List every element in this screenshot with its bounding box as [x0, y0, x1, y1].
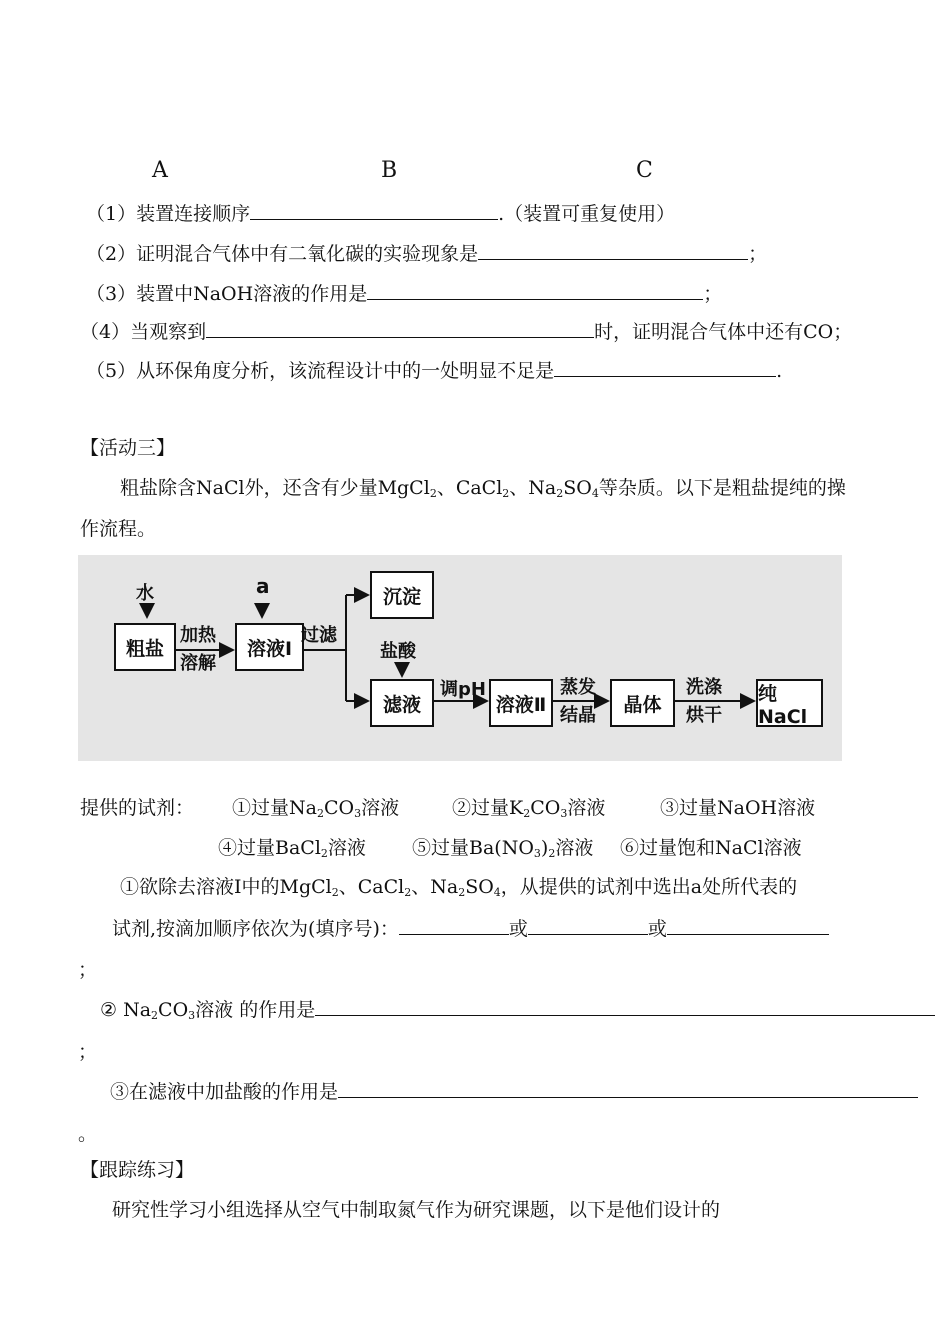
flow-evaporate-label: 蒸发 — [560, 677, 596, 698]
q3-end: 。 — [78, 1123, 98, 1145]
question-3-text: （3）装置中NaOH溶液的作用是 — [86, 283, 368, 305]
answer-blank-3[interactable] — [367, 280, 703, 300]
activity3-intro: 粗盐除含NaCl外，还含有少量MgCl$_2$、CaCl$_2$、$Na_2SO_4$等杂质。以下是粗盐提纯的操 — [120, 477, 846, 500]
q1-line-2: 试剂,按滴加顺序依次为(填序号)： 或 或 — [112, 915, 829, 941]
flowchart — [78, 555, 842, 761]
question-1-text: （1）装置连接顺序 — [86, 203, 251, 225]
reagents-line-1 — [80, 796, 194, 820]
question-2-text: （2）证明混合气体中有二氧化碳的实验现象是 — [86, 243, 479, 265]
reagent-5: ⑤过量$Ba(NO_3)_2$溶液 — [412, 837, 594, 860]
reagent-6: ⑥过量饱和NaCl溶液 — [620, 837, 802, 859]
flow-box-solution1: 溶液Ⅰ — [235, 623, 304, 671]
answer-blank-5[interactable] — [554, 357, 776, 377]
practice-text: 研究性学习小组选择从空气中制取氮气作为研究课题，以下是他们设计的 — [112, 1199, 721, 1221]
reagent-1: ①过量$Na_2CO_3$溶液 — [232, 797, 400, 820]
question-4-suffix: 时，证明混合气体中还有CO； — [594, 321, 853, 343]
question-4 — [80, 318, 852, 344]
flow-water-label: 水 — [136, 583, 154, 604]
q1-answer-blank-2[interactable] — [528, 915, 648, 935]
practice-heading: 【跟踪练习】 — [80, 1159, 195, 1181]
question-3 — [86, 280, 722, 306]
question-5 — [86, 357, 782, 383]
flow-reagent-a-label: a — [256, 574, 270, 598]
flow-adjust-ph-label: 调pH — [440, 679, 486, 700]
question-5-text: （5）从环保角度分析，该流程设计中的一处明显不足是 — [86, 360, 555, 382]
reagent-4: ④过量BaCl$_2$溶液 — [218, 837, 366, 860]
apparatus-label-a: A — [152, 158, 168, 183]
flow-box-solution2: 溶液Ⅱ — [489, 679, 553, 727]
flow-box-pure-nacl: 纯NaCl — [756, 679, 823, 727]
apparatus-label-c: C — [636, 158, 653, 183]
q1-prompt: 试剂,按滴加顺序依次为(填序号)： — [112, 918, 399, 940]
q1-line-1: ①欲除去溶液I中的MgCl$_2$、CaCl$_2$、$Na_2SO_4$，从提供的试剂中选出a处所代表的 — [120, 876, 798, 899]
flow-box-crystal: 晶体 — [610, 679, 675, 727]
flow-box-crude-salt: 粗盐 — [114, 623, 176, 671]
question-1-suffix: .（装置可重复使用） — [498, 203, 676, 225]
question-4-text: （4）当观察到 — [80, 321, 207, 343]
flow-hcl-label: 盐酸 — [380, 641, 416, 662]
q3-answer-blank[interactable] — [338, 1078, 918, 1098]
answer-blank-4[interactable] — [206, 318, 594, 338]
activity3-intro-line2: 作流程。 — [80, 518, 157, 540]
flow-heat-label: 加热 — [180, 625, 216, 646]
q2-end: ； — [78, 1041, 98, 1063]
q1-answer-blank-3[interactable] — [667, 915, 829, 935]
q2-line: ② $Na_2CO_3$溶液 的作用是 — [100, 996, 935, 1022]
flow-wash-label: 洗涤 — [686, 677, 722, 698]
flow-box-filtrate: 滤液 — [370, 679, 434, 727]
q1-answer-blank-1[interactable] — [399, 915, 509, 935]
flow-box-precipitate: 沉淀 — [370, 571, 434, 619]
reagents-label: 提供的试剂： — [80, 797, 195, 819]
answer-blank-2[interactable] — [478, 240, 748, 260]
question-2 — [86, 240, 767, 266]
flow-crystallize-label: 结晶 — [560, 705, 596, 726]
apparatus-label-b: B — [381, 158, 398, 183]
question-3-suffix: ； — [703, 283, 723, 305]
question-2-suffix: ； — [748, 243, 768, 265]
flow-dry-label: 烘干 — [686, 705, 722, 726]
q3-line: ③在滤液中加盐酸的作用是 — [110, 1078, 918, 1104]
activity3-heading: 【活动三】 — [80, 437, 176, 459]
question-5-suffix: . — [776, 360, 783, 382]
reagent-3: ③过量NaOH溶液 — [660, 797, 816, 819]
answer-blank-1[interactable] — [250, 200, 498, 220]
reagent-2: ②过量$K_2CO_3$溶液 — [452, 797, 606, 820]
flow-dissolve-label: 溶解 — [180, 653, 216, 674]
flow-filter-label: 过滤 — [301, 625, 337, 646]
q1-end: ； — [78, 959, 98, 981]
question-1 — [86, 200, 675, 226]
q2-answer-blank[interactable] — [315, 996, 935, 1016]
